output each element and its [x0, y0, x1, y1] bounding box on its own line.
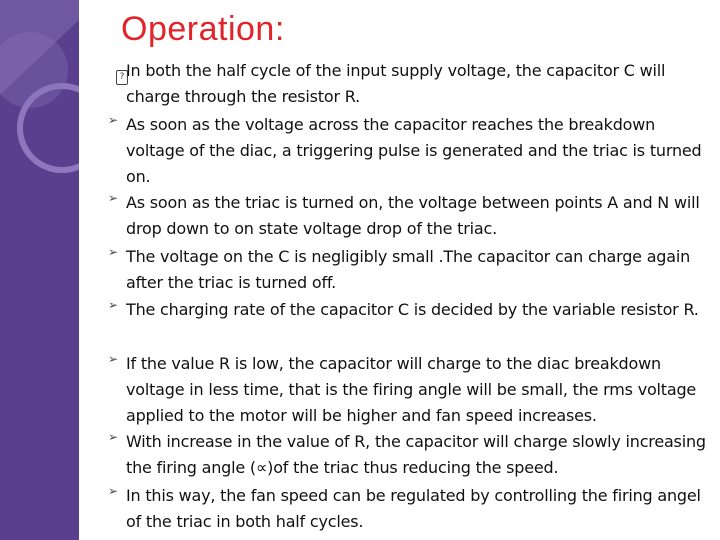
bullet-text: In this way, the fan speed can be regulated by controlling the firing angel of the triac in both half cycles.: [126, 486, 701, 531]
slide-title: Operation:: [121, 10, 285, 48]
bullet-text: With increase in the value of R, the capacitor will charge slowly increasing the firing angle (∝)of the triac thus reducing the speed.: [126, 432, 706, 477]
bullet-text: In both the half cycle of the input supply voltage, the capacitor C will charge through the resistor R.: [126, 61, 666, 106]
arrowhead-bullet-icon: ➢: [108, 191, 119, 205]
bullet-text: The charging rate of the capacitor C is decided by the variable resistor R.: [126, 300, 699, 319]
missing-glyph-icon: ?: [116, 70, 128, 85]
arrowhead-bullet-icon: ➢: [108, 352, 119, 366]
bullet-text: As soon as the voltage across the capacitor reaches the breakdown voltage of the diac, a triggering pulse is generated and the triac is turned on.: [126, 115, 702, 186]
arrowhead-bullet-icon: ➢: [108, 484, 119, 498]
arrowhead-bullet-icon: ➢: [108, 245, 119, 259]
arrowhead-bullet-icon: ➢: [108, 113, 119, 127]
arrowhead-bullet-icon: ➢: [108, 298, 119, 312]
bullet-text: As soon as the triac is turned on, the voltage between points A and N will drop down to on state voltage drop of the triac.: [126, 193, 700, 238]
bullet-text: If the value R is low, the capacitor will charge to the diac breakdown voltage in less time, that is the firing angle will be small, the rms voltage applied to the motor will be higher and fan speed increases.: [126, 354, 697, 425]
arrowhead-bullet-icon: ➢: [108, 430, 119, 444]
bullet-text: The voltage on the C is negligibly small .The capacitor can charge again after the triac is turned off.: [126, 247, 691, 292]
